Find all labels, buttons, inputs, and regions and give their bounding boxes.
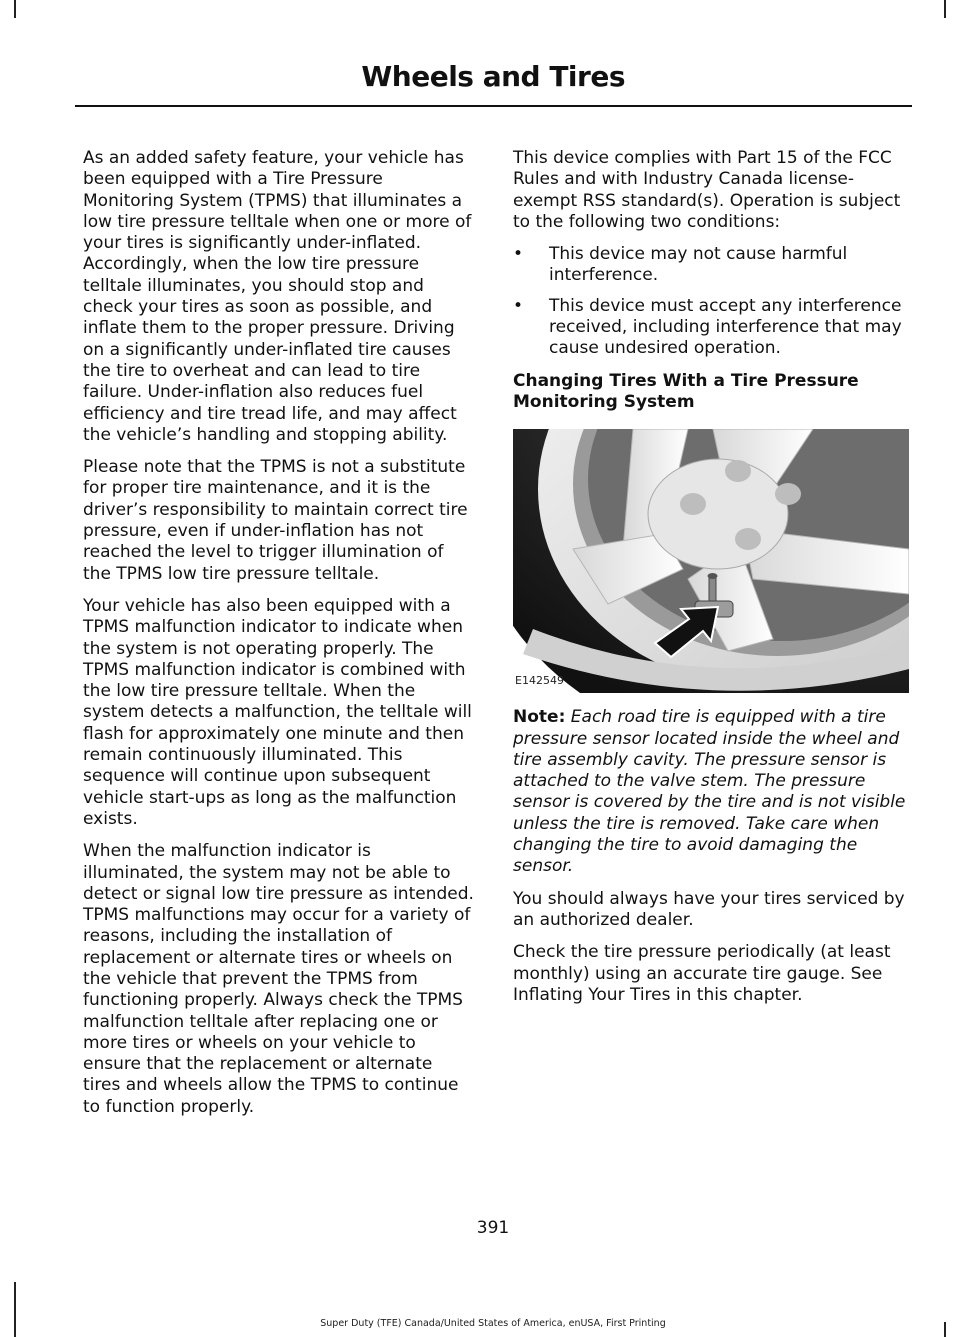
section-heading: Changing Tires With a Tire Pressure Monitoring System [513,370,859,412]
crop-mark-top-left [14,0,16,18]
bullet-icon: • [513,244,524,265]
note-paragraph [513,707,909,877]
list-item-text: This device may not cause harmful interference. [549,244,848,286]
left-column [83,148,475,1129]
right-column [513,148,909,1017]
paragraph-malfunction-illuminated: When the malfunction indicator is illuminated, the system may not be able to detect or signal low tire pressure as intended. TPMS malfunctions may occur for a variety of reasons, including the installation of replacement or alternate tires or wheels on the vehicle that prevent the TPMS from functioning properly. Always check the TPMS malfunction telltale after replacing one or more tires or wheels on your vehicle to ensure that the replacement or alternate tires and wheels allow the TPMS to continue to function properly. [83,841,474,1117]
wheel-valve-stem-icon [513,429,909,693]
note-label: Note: [513,707,566,728]
list-item-text: This device must accept any interference received, including interference that may cause undesired operation. [549,295,902,359]
conditions-list [513,244,909,359]
note-text: Each road tire is equipped with a tire pressure sensor located inside the wheel and tire assembly cavity. The pressure sensor is attached to the valve stem. The pressure sensor is covered by the tire and is not visible unless the tire is removed. Take care when changing the tire to avoid damaging the sensor. [513,707,906,877]
page-number: 391 [476,1218,510,1238]
page-title: Wheels and Tires [361,60,625,93]
tire-valve-illustration [513,429,909,693]
header-rule [75,105,912,107]
bullet-icon: • [513,295,524,316]
paragraph-check-pressure: Check the tire pressure periodically (at least monthly) using an accurate tire gauge. See Inflating Your Tires in this chapter. [513,942,891,1005]
list-item [513,244,909,287]
paragraph-tpms-intro: As an added safety feature, your vehicle has been equipped with a Tire Pressure Monitoring System (TPMS) that illuminates a low tire pressure telltale when one or more of your tires is significantly under-inflated. Accordingly, when the low tire pressure telltale illuminates, you should stop and check your tires as soon as possible, and inflate them to the proper pressure. Driving on a significantly under-inflated tire causes the tire to overheat and can lead to tire failure. Under-inflation also reduces fuel efficiency and tire tread life, and may affect the vehicle’s handling and stopping ability. [83,148,472,445]
list-item [513,296,909,360]
paragraph-serviced-by-dealer: You should always have your tires serviced by an authorized dealer. [513,888,905,930]
paragraph-tpms-not-substitute: Please note that the TPMS is not a substitute for proper tire maintenance, and it is the driver’s responsibility to maintain correct tire pressure, even if under-inflation has not reached the level to trigger illumination of the TPMS low tire pressure telltale. [83,457,468,584]
paragraph-fcc-compliance: This device complies with Part 15 of the FCC Rules and with Industry Canada license-exempt RSS standard(s). Operation is subject to the following two conditions: [513,148,901,232]
crop-mark-top-right [944,0,946,18]
paragraph-malfunction-indicator: Your vehicle has also been equipped with a TPMS malfunction indicator to indicate when the system is not operating properly. The TPMS malfunction indicator is combined with the low tire pressure telltale. When the system detects a malfunction, the telltale will flash for approximately one minute and then remain continuously illuminated. This sequence will continue upon subsequent vehicle start-ups as long as the malfunction exists. [83,595,472,829]
figure-code: E142549 [515,673,564,687]
footer-text: Super Duty (TFE) Canada/United States of America, enUSA, First Printing [320,1318,666,1329]
